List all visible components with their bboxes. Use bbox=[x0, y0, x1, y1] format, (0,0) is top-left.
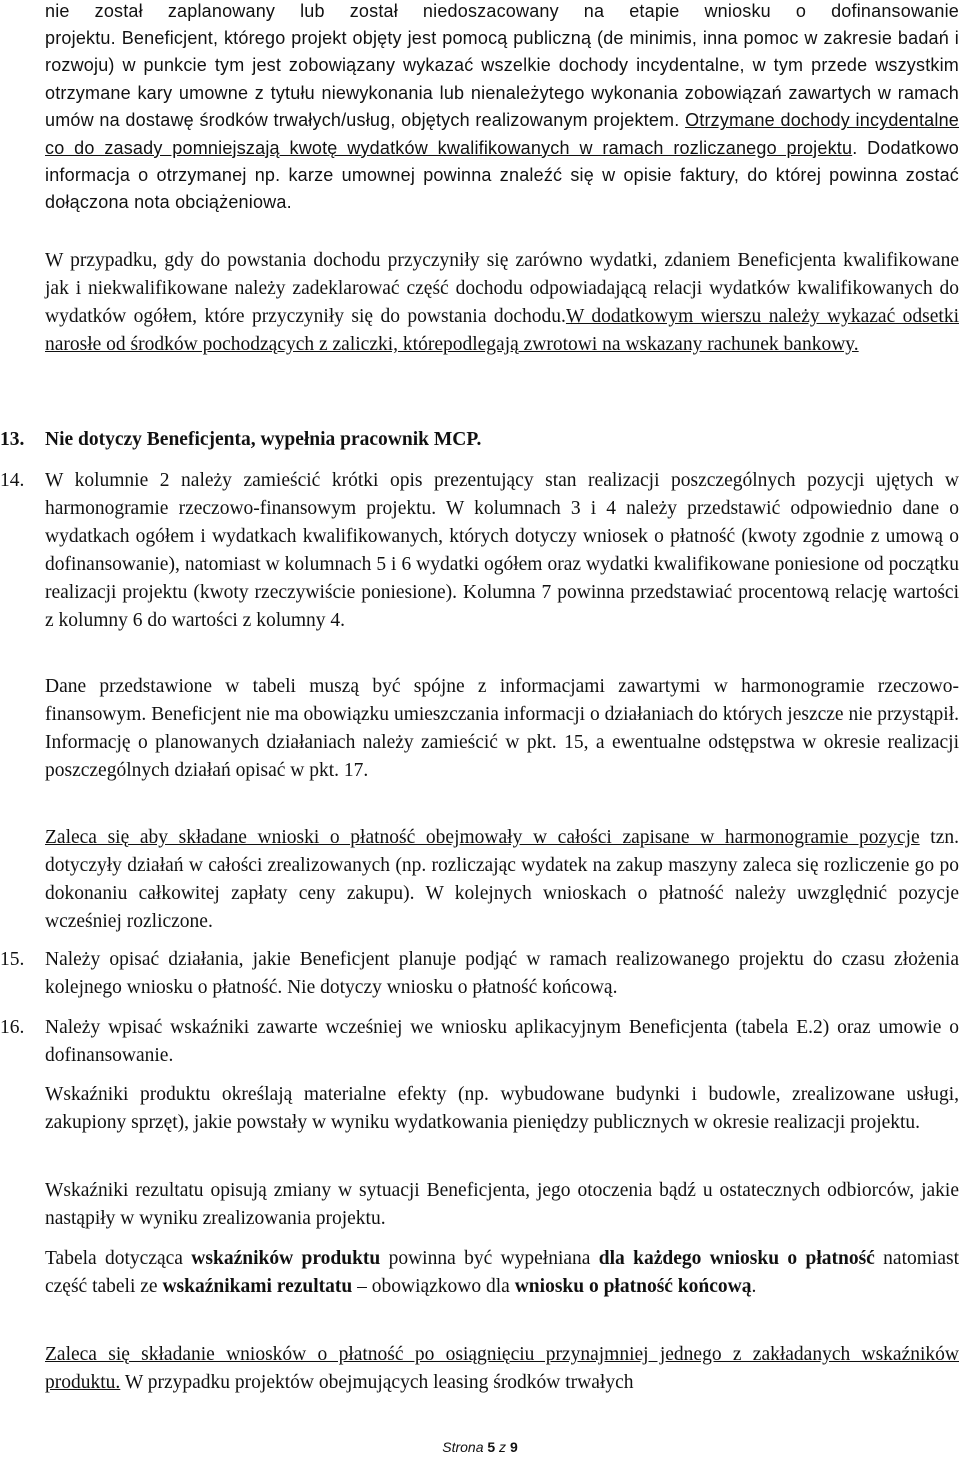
underlined-text: W dodatkowym wierszu należy wykazać odsetki narosłe od środków pochodzących z zaliczki, którepodlegają zwrotowi na wskazany rachunek bankowy. bbox=[45, 306, 959, 355]
list-item bbox=[0, 946, 959, 1002]
paragraph: W kolumnie 2 należy zamieścić krótki opis prezentujący stan realizacji poszczególnych pozycji ujętych w harmonogramie rzeczowo-finansowym projektu. W kolumnach 3 i 4 należy przedstawić odpowiednio dane o wydatkach ogółem i wydatkach kwalifikowanych, których dotyczy wniosek o płatność (kwoty zgodnie z umową o dofinansowanie), natomiast w kolumnach 5 i 6 wydatki ogółem oraz wydatki kwalifikowane poniesione od początku realizacji projektu (kwoty rzeczywiście poniesione). Kolumna 7 powinna przedstawiać procentową relację wartości z kolumny 6 do wartości z kolumny 4. bbox=[45, 470, 959, 631]
list-item bbox=[0, 1014, 959, 1070]
paragraph-text: Wskaźniki produktu określają materialne efekty (np. wybudowane budynki i budowle, zrealizowane usługi, zakupiony sprzęt), jakie powstały w wyniku wydatkowania pieniędzy publicznych w okresie realizacji projektu. bbox=[45, 1084, 959, 1133]
paragraph-text: powinna być wypełniana bbox=[380, 1248, 599, 1269]
page-total: 9 bbox=[509, 1439, 518, 1455]
paragraph: Należy opisać działania, jakie Beneficjent planuje podjąć w ramach realizowanego projektu do czasu złożenia kolejnego wniosku o płatność. Nie dotyczy wniosku o płatność końcową. bbox=[45, 949, 959, 998]
paragraph-text: – obowiązkowo dla bbox=[352, 1276, 515, 1297]
list-item bbox=[0, 426, 959, 454]
page-current: 5 bbox=[487, 1439, 496, 1455]
paragraph-text: . Dodatkowo informacja o otrzymanej np. karze umownej powinna znaleźć się w opisie faktury, do której powinna zostać dołączona nota obciążeniowa. bbox=[45, 137, 959, 213]
page-label: Strona bbox=[442, 1439, 488, 1455]
bold-text: wskaźnikami rezultatu bbox=[162, 1276, 353, 1297]
paragraph-text: W przypadku, gdy do powstania dochodu przyczyniły się zarówno wydatki, zdaniem Beneficjenta kwalifikowane jak i niekwalifikowane należy zadeklarować część dochodu odpowiadającą relacji wydatków kwalifikowanych do wydatków ogółem, które przyczyniły się do powstania dochodu. bbox=[45, 250, 959, 327]
paragraph bbox=[45, 1177, 959, 1233]
paragraph bbox=[45, 25, 959, 217]
paragraph-text: Beneficjent, którego projekt objęty jest pomocą publiczną (de minimis, inna pomoc w zakresie badań i rozwoju) w punkcie tym jest zobowiązany wykazać wszelkie dochody incydentalne, w tym przede wszystkim otrzymane kary umowne z tytułu niewykonania lub nienależytego wykonania zobowiązań zawartych w ramach umów na dostawę środków trwałych/usług, objętych realizowanym projektem. bbox=[45, 28, 960, 131]
item-heading: Nie dotyczy Beneficjenta, wypełnia pracownik MCP. bbox=[45, 429, 482, 450]
paragraph-text: W przypadku projektów obejmujących leasing środków trwałych bbox=[120, 1372, 634, 1393]
item-number: 14. bbox=[0, 470, 25, 491]
paragraph bbox=[45, 1245, 959, 1301]
paragraph-text: Tabela dotycząca bbox=[45, 1248, 192, 1269]
paragraph bbox=[45, 0, 959, 25]
paragraph-text: nie został zaplanowany lub został niedoszacowany na etapie wniosku o dofinansowanie bbox=[45, 1, 959, 21]
paragraph bbox=[45, 247, 959, 359]
page-separator: z bbox=[495, 1439, 510, 1455]
paragraph-text: tzn. dotyczyły działań w całości zrealizowanych (np. rozliczając wydatek na zakup maszyny zaleca się rozliczenie go po dokonaniu całkowitej zapłaty ceny zakupu). W kolejnych wnioskach o płatność należy uwzględnić pozycje wcześniej rozliczone. bbox=[45, 827, 959, 932]
underlined-text: Zaleca się składanie wniosków o płatność po osiągnięciu przynajmniej jednego z zakładanych wskaźników produktu. bbox=[45, 1344, 959, 1393]
item-number: 15. bbox=[0, 949, 25, 970]
list-item bbox=[0, 467, 959, 635]
underlined-text: Zaleca się aby składane wnioski o płatność obejmowały w całości zapisane w harmonogramie pozycje bbox=[45, 827, 920, 848]
paragraph bbox=[45, 824, 959, 936]
item-number: 16. bbox=[0, 1017, 25, 1038]
paragraph-text: Wskaźniki rezultatu opisują zmiany w sytuacji Beneficjenta, jego otoczenia bądź u ostatecznych odbiorców, jakie nastąpiły w wyniku zrealizowania projektu. bbox=[45, 1180, 959, 1229]
paragraph bbox=[45, 1081, 959, 1137]
paragraph-text: natomiast część tabeli ze bbox=[45, 1248, 959, 1297]
bold-text: dla każdego wniosku o płatność bbox=[598, 1248, 875, 1269]
paragraph-text: projektu. bbox=[45, 28, 122, 48]
paragraph bbox=[45, 673, 959, 785]
underlined-text: Otrzymane dochody incydentalne co do zasady pomniejszają kwotę wydatków kwalifikowanych w ramach rozliczanego projektu bbox=[45, 110, 960, 158]
page-footer bbox=[0, 1438, 960, 1456]
item-number: 13. bbox=[0, 429, 25, 450]
bold-text: wskaźników produktu bbox=[191, 1248, 381, 1269]
paragraph-text: . bbox=[751, 1276, 757, 1297]
paragraph-text: Dane przedstawione w tabeli muszą być spójne z informacjami zawartymi w harmonogramie rzeczowo-finansowym. Beneficjent nie ma obowiązku umieszczania informacji o działaniach do których jeszcze nie przystąpił. Informację o planowanych działaniach należy zamieścić w pkt. 15, a ewentualne odstępstwa w okresie realizacji poszczególnych działań opisać w pkt. 17. bbox=[45, 676, 959, 781]
bold-text: wniosku o płatność końcową bbox=[514, 1276, 752, 1297]
paragraph bbox=[45, 1341, 959, 1397]
paragraph: Należy wpisać wskaźniki zawarte wcześniej we wniosku aplikacyjnym Beneficjenta (tabela E.2) oraz umowie o dofinansowanie. bbox=[45, 1017, 959, 1066]
